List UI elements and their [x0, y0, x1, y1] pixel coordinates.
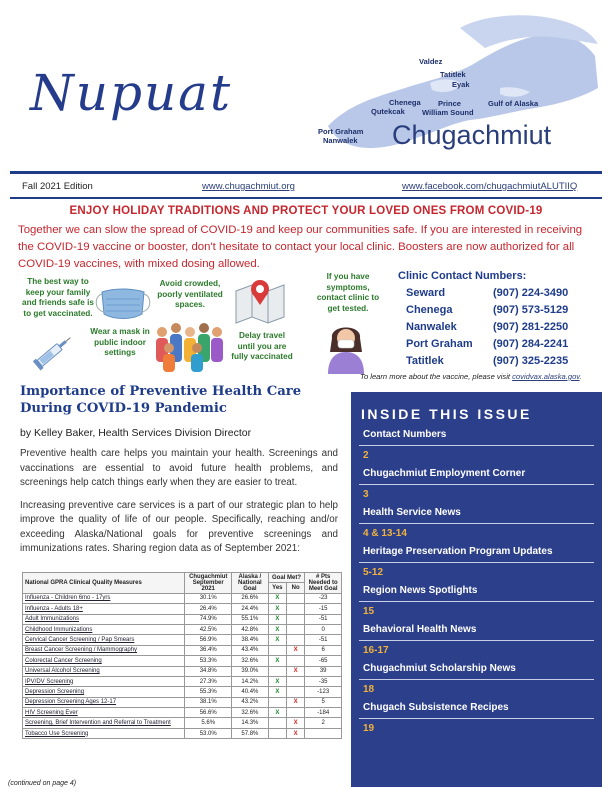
cell-goal-met-yes — [268, 718, 286, 728]
cell-measure: Childhood Immunizations — [23, 624, 185, 634]
cell-goal: 57.8% — [232, 728, 269, 738]
map-label-qutekcak: Qutekcak — [371, 107, 405, 116]
sidebar-title: INSIDE THIS ISSUE — [361, 406, 532, 422]
cell-goal-met-yes: X — [268, 635, 286, 645]
clinic-name: Chenega — [406, 304, 453, 316]
covidvax-link[interactable]: covidvax.alaska.gov — [512, 372, 580, 381]
sidebar-divider — [359, 640, 594, 641]
continued-note: (continued on page 4) — [8, 780, 77, 787]
cell-chugachmiut: 36.4% — [185, 645, 232, 655]
header-rule-top — [10, 171, 602, 174]
cell-goal-met-no — [287, 635, 305, 645]
table-row — [23, 687, 342, 697]
tip-mask: Wear a mask in public indoor settings — [90, 327, 150, 357]
cell-goal: 43.2% — [232, 697, 269, 707]
table-row — [23, 593, 342, 603]
table-row — [23, 718, 342, 728]
cell-chugachmiut: 42.5% — [185, 624, 232, 634]
cell-goal-met-no: X — [287, 645, 305, 655]
sidebar-divider — [359, 718, 594, 719]
sidebar-divider — [359, 484, 594, 485]
cell-goal: 55.1% — [232, 614, 269, 624]
table-row — [23, 614, 342, 624]
sidebar-item-label: Heritage Preservation Program Updates — [363, 546, 553, 557]
sidebar-item-label: Contact Numbers — [363, 429, 447, 440]
sidebar-item-label: Health Service News — [363, 507, 461, 518]
sidebar-item-page: 3 — [363, 489, 369, 500]
sidebar-item-label: Chugach Subsistence Recipes — [363, 702, 509, 713]
clinic-name: Port Graham — [406, 338, 473, 350]
sidebar-item-page: 2 — [363, 450, 369, 461]
clinic-contacts — [398, 270, 608, 370]
table-header-row — [23, 573, 342, 583]
cell-goal-met-yes: X — [268, 708, 286, 718]
map-label-port-graham: Port Graham — [318, 127, 364, 136]
clinic-name: Seward — [406, 287, 446, 299]
table-row — [23, 708, 342, 718]
cell-needed: -123 — [305, 687, 342, 697]
sidebar-item[interactable] — [359, 506, 594, 539]
table-row — [23, 645, 342, 655]
cell-chugachmiut: 26.4% — [185, 604, 232, 614]
cell-needed: -51 — [305, 614, 342, 624]
cell-needed: -35 — [305, 676, 342, 686]
cell-goal: 40.4% — [232, 687, 269, 697]
article-title: Importance of Preventive Health Care During COVID-19 Pandemic — [20, 384, 302, 416]
map-label-william-sound: William Sound — [422, 108, 474, 117]
sidebar-divider — [359, 445, 594, 446]
cell-measure: Cervical Cancer Screening / Pap Smears — [23, 635, 185, 645]
newsletter-title: Nupuat — [30, 64, 233, 122]
cell-goal-met-yes: X — [268, 676, 286, 686]
tip-vaccinate: The best way to keep your family and friends safe is to get vaccinated. — [22, 277, 94, 318]
cell-goal: 32.6% — [232, 656, 269, 666]
cell-goal-met-yes — [268, 728, 286, 738]
sidebar-item[interactable] — [359, 701, 594, 734]
sidebar-divider — [359, 679, 594, 680]
table-row — [23, 697, 342, 707]
org-name: Chugachmiut — [392, 120, 552, 150]
cell-measure: Influenza - Adults 18+ — [23, 604, 185, 614]
clinic-phone[interactable]: (907) 281-2250 — [493, 321, 569, 333]
map-label-nanwalek: Nanwalek — [323, 136, 358, 145]
clinic-row — [398, 285, 608, 302]
article-paragraph-2: Increasing preventive care services is a part of our strategic plan to help improve the quality of life of our people. Specifically, reaching and/or exceeding Alaska/National goals for preventive screenings and immunizations rates. Sharing region data as of September 2021: — [20, 499, 338, 554]
cell-goal: 38.4% — [232, 635, 269, 645]
cell-goal-met-yes: X — [268, 593, 286, 603]
face-mask-icon — [92, 286, 154, 322]
sick-person-icon — [322, 318, 370, 374]
cell-chugachmiut: 53.3% — [185, 656, 232, 666]
clinic-row — [398, 319, 608, 336]
cell-chugachmiut: 74.9% — [185, 614, 232, 624]
edition-label: Fall 2021 Edition — [22, 181, 93, 192]
cell-chugachmiut: 34.8% — [185, 666, 232, 676]
sidebar-item-label: Chugachmiut Employment Corner — [363, 468, 526, 479]
website-link[interactable]: www.chugachmiut.org — [202, 181, 295, 192]
clinic-phone[interactable]: (907) 284-2241 — [493, 338, 569, 350]
map-label-prince: Prince — [438, 99, 461, 108]
col-measure: National GPRA Clinical Quality Measures — [23, 573, 185, 594]
cell-chugachmiut: 30.1% — [185, 593, 232, 603]
cell-goal: 39.0% — [232, 666, 269, 676]
sidebar-divider — [359, 523, 594, 524]
cell-needed: 6 — [305, 645, 342, 655]
sidebar-item[interactable] — [359, 428, 594, 461]
sidebar-item[interactable] — [359, 623, 594, 656]
cell-goal-met-no — [287, 687, 305, 697]
covid-headline: ENJOY HOLIDAY TRADITIONS AND PROTECT YOUR LOVED ONES FROM COVID-19 — [69, 205, 543, 217]
covid-intro: Together we can slow the spread of COVID-19 and keep our communities safe. If you are interested in receiving the COVID-19 vaccine or booster, don't hesitate to contact your local clinic. Boosters are now authorized for all COVID-19 vaccines, with mixed dosing allowed. — [18, 224, 583, 270]
cell-goal: 14.3% — [232, 718, 269, 728]
crowd-icon — [150, 318, 228, 372]
sidebar-item[interactable] — [359, 584, 594, 617]
cell-goal-met-yes: X — [268, 624, 286, 634]
cell-needed: 5 — [305, 697, 342, 707]
clinic-phone[interactable]: (907) 573-5129 — [493, 304, 569, 316]
table-row — [23, 604, 342, 614]
cell-measure: Colorectal Cancer Screening — [23, 656, 185, 666]
cell-chugachmiut: 38.1% — [185, 697, 232, 707]
cell-needed: -184 — [305, 708, 342, 718]
vaccine-info-text: To learn more about the vaccine, please visit — [360, 372, 510, 381]
clinic-name: Nanwalek — [406, 321, 457, 333]
table-row — [23, 635, 342, 645]
cell-needed: 39 — [305, 666, 342, 676]
sidebar-item[interactable] — [359, 662, 594, 695]
col-needed: # Pts Needed to Meet Goal — [305, 573, 342, 594]
cell-goal-met-no: X — [287, 666, 305, 676]
cell-measure: Breast Cancer Screening / Mammography — [23, 645, 185, 655]
col-goal-met: Goal Met? — [268, 573, 305, 583]
col-chugachmiut: Chugachmiut September 2021 — [185, 573, 232, 594]
sidebar-item-label: Behavioral Health News — [363, 624, 477, 635]
tip-symptoms: If you have symptoms, contact clinic to get tested. — [316, 272, 380, 313]
map-label-tatitlek: Tatitlek — [440, 70, 466, 79]
table-row — [23, 624, 342, 634]
sidebar-item-label: Chugachmiut Scholarship News — [363, 663, 516, 674]
sidebar-item-page: 4 & 13-14 — [363, 528, 407, 539]
cell-goal-met-no — [287, 604, 305, 614]
cell-measure: IPV/DV Screening — [23, 676, 185, 686]
cell-goal-met-yes — [268, 645, 286, 655]
sidebar-divider — [359, 562, 594, 563]
cell-goal-met-yes: X — [268, 604, 286, 614]
quality-measures-table — [22, 572, 342, 739]
cell-chugachmiut: 27.3% — [185, 676, 232, 686]
cell-measure: Universal Alcohol Screening — [23, 666, 185, 676]
table-row — [23, 728, 342, 738]
sidebar-item-page: 5-12 — [363, 567, 384, 578]
col-yes: Yes — [268, 583, 286, 593]
cell-goal: 32.6% — [232, 708, 269, 718]
inside-this-issue-sidebar — [351, 392, 602, 787]
cell-goal: 43.4% — [232, 645, 269, 655]
clinic-title: Clinic Contact Numbers: — [398, 270, 527, 282]
cell-needed — [305, 728, 342, 738]
cell-goal-met-no: X — [287, 728, 305, 738]
cell-chugachmiut: 53.0% — [185, 728, 232, 738]
cell-measure: Influenza - Children 6mo - 17yrs — [23, 593, 185, 603]
header-rule-bottom — [10, 197, 602, 199]
cell-goal-met-no — [287, 656, 305, 666]
clinic-row — [398, 353, 608, 370]
sidebar-item[interactable] — [359, 545, 594, 578]
cell-needed: -15 — [305, 604, 342, 614]
tip-travel: Delay travel until you are fully vaccinated — [231, 331, 293, 361]
cell-goal-met-no — [287, 708, 305, 718]
cell-chugachmiut: 56.9% — [185, 635, 232, 645]
cell-goal-met-yes — [268, 666, 286, 676]
cell-chugachmiut: 5.6% — [185, 718, 232, 728]
sidebar-list — [359, 428, 594, 734]
sidebar-item-label: Region News Spotlights — [363, 585, 478, 596]
col-goal: Alaska / National Goal — [232, 573, 269, 594]
article-byline: by Kelley Baker, Health Services Division Director — [20, 427, 252, 439]
map-label-gulf-of-alaska: Gulf of Alaska — [488, 99, 539, 108]
sidebar-item-page: 19 — [363, 723, 375, 734]
vaccine-info-note: To learn more about the vaccine, please visit covidvax.alaska.gov. — [360, 372, 582, 381]
cell-measure: Depression Screening Ages 12-17 — [23, 697, 185, 707]
cell-goal: 42.8% — [232, 624, 269, 634]
cell-goal-met-no — [287, 614, 305, 624]
cell-goal-met-no: X — [287, 697, 305, 707]
cell-goal: 14.2% — [232, 676, 269, 686]
clinic-phone[interactable]: (907) 325-2235 — [493, 355, 569, 367]
masthead — [0, 0, 612, 172]
table-row — [23, 666, 342, 676]
cell-goal-met-yes — [268, 697, 286, 707]
map-label-chenega: Chenega — [389, 98, 421, 107]
cell-chugachmiut: 56.6% — [185, 708, 232, 718]
cell-goal-met-no — [287, 593, 305, 603]
cell-measure: Depression Screening — [23, 687, 185, 697]
sidebar-item-page: 15 — [363, 606, 375, 617]
cell-measure: HIV Screening Ever — [23, 708, 185, 718]
cell-goal-met-yes: X — [268, 687, 286, 697]
map-label-valdez: Valdez — [419, 57, 443, 66]
cell-needed: -65 — [305, 656, 342, 666]
facebook-link[interactable]: www.facebook.com/chugachmiutALUTIIQ — [402, 181, 578, 192]
cell-needed: -51 — [305, 635, 342, 645]
cell-goal-met-no — [287, 676, 305, 686]
article — [20, 383, 338, 557]
clinic-row — [398, 302, 608, 319]
cell-measure: Adult Immunizations — [23, 614, 185, 624]
sidebar-divider — [359, 601, 594, 602]
cell-goal-met-no — [287, 624, 305, 634]
col-no: No — [287, 583, 305, 593]
sidebar-item-page: 18 — [363, 684, 375, 695]
sidebar-item-page: 16-17 — [363, 645, 389, 656]
cell-measure: Tobacco Use Screening — [23, 728, 185, 738]
cell-goal-met-yes: X — [268, 614, 286, 624]
edition-bar — [22, 181, 592, 195]
syringe-icon — [30, 332, 75, 374]
cell-goal: 26.6% — [232, 593, 269, 603]
article-paragraph-1: Preventive health care helps you maintain your health. Screenings and vaccinations are essential to avoid future health problems, and screenings help catch things early when they are easier to treat. — [20, 448, 338, 488]
travel-map-icon — [230, 275, 290, 325]
clinic-phone[interactable]: (907) 224-3490 — [493, 287, 569, 299]
cell-goal-met-yes: X — [268, 656, 286, 666]
cell-needed: 0 — [305, 624, 342, 634]
tip-crowds: Avoid crowded, poorly ventilated spaces. — [157, 279, 223, 309]
cell-needed: 2 — [305, 718, 342, 728]
cell-needed: -23 — [305, 593, 342, 603]
table-row — [23, 676, 342, 686]
clinic-row — [398, 336, 608, 353]
cell-goal-met-no: X — [287, 718, 305, 728]
cell-chugachmiut: 55.3% — [185, 687, 232, 697]
map-label-eyak: Eyak — [452, 80, 470, 89]
cell-goal: 24.4% — [232, 604, 269, 614]
clinic-name: Tatitlek — [406, 355, 444, 367]
sidebar-item[interactable] — [359, 467, 594, 500]
cell-measure: Screening, Brief Intervention and Referral to Treatment — [23, 718, 185, 728]
table-row — [23, 656, 342, 666]
